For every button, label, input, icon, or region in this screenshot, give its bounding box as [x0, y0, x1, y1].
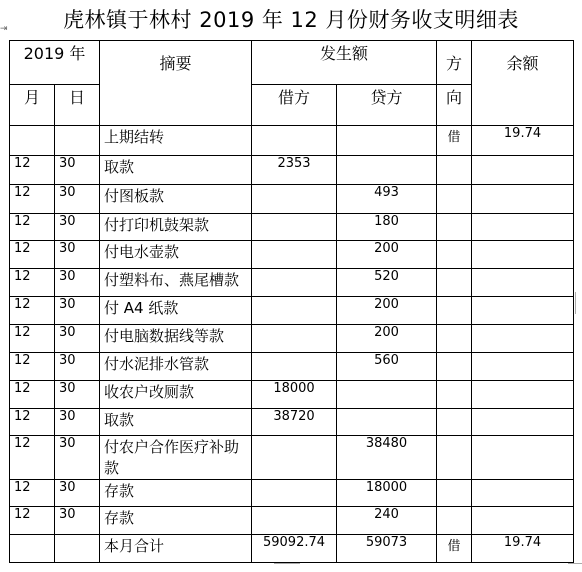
debit-cell: 2353: [252, 156, 337, 185]
balance-cell: [472, 353, 574, 381]
summary-cell: 付塑料布、燕尾槽款: [100, 269, 252, 297]
summary-cell: 本月合计: [100, 535, 252, 563]
page-title: 虎林镇于林村 2019 年 12 月份财务收支明细表: [63, 8, 519, 32]
balance-cell: [472, 241, 574, 269]
day-cell: 30: [55, 409, 100, 436]
month-cell: 12: [10, 436, 55, 480]
day-cell: 30: [55, 353, 100, 381]
debit-cell: [252, 436, 337, 480]
table-row: [10, 214, 574, 241]
direction-cell: [437, 480, 472, 507]
month-cell: [10, 535, 55, 563]
balance-cell: [472, 156, 574, 185]
day-cell: 30: [55, 156, 100, 185]
credit-cell: 180: [337, 214, 437, 241]
month-cell: 12: [10, 381, 55, 409]
day-cell: 30: [55, 214, 100, 241]
summary-cell: 存款: [100, 507, 252, 535]
table-row: [10, 269, 574, 297]
day-cell: [55, 535, 100, 563]
balance-cell: [472, 381, 574, 409]
table-row: [10, 185, 574, 214]
debit-cell: [252, 269, 337, 297]
direction-cell: [437, 297, 472, 325]
table-row: [10, 436, 574, 480]
summary-cell: 取款: [100, 409, 252, 436]
summary-cell: 取款: [100, 156, 252, 185]
day-cell: 30: [55, 269, 100, 297]
balance-cell: 19.74: [472, 535, 574, 563]
balance-cell: [472, 185, 574, 214]
month-cell: 12: [10, 480, 55, 507]
debit-cell: 59092.74: [252, 535, 337, 563]
balance-cell: [472, 507, 574, 535]
credit-cell: [337, 409, 437, 436]
debit-cell: [252, 126, 337, 156]
month-cell: 12: [10, 241, 55, 269]
table-row: [10, 507, 574, 535]
summary-header: 摘要: [100, 41, 252, 126]
direction-cell: [437, 241, 472, 269]
debit-cell: 18000: [252, 381, 337, 409]
header-row-1: [10, 41, 574, 85]
month-cell: [10, 126, 55, 156]
direction-cell: [437, 436, 472, 480]
month-cell: 12: [10, 214, 55, 241]
day-cell: [55, 126, 100, 156]
balance-cell: [472, 269, 574, 297]
scroll-marker: [575, 292, 582, 314]
balance-cell: [472, 325, 574, 353]
ledger-table: [9, 40, 574, 563]
table-row: [10, 381, 574, 409]
direction-cell: [437, 507, 472, 535]
direction-cell: [437, 156, 472, 185]
day-cell: 30: [55, 381, 100, 409]
direction-cell: [437, 214, 472, 241]
debit-cell: [252, 353, 337, 381]
credit-header: 贷方: [337, 85, 437, 126]
credit-cell: 59073: [337, 535, 437, 563]
table-row: [10, 535, 574, 563]
credit-cell: 200: [337, 241, 437, 269]
table-row: [10, 325, 574, 353]
debit-cell: [252, 325, 337, 353]
debit-cell: [252, 214, 337, 241]
summary-cell: 存款: [100, 480, 252, 507]
month-cell: 12: [10, 507, 55, 535]
direction-cell: [437, 325, 472, 353]
summary-cell: 付水泥排水管款: [100, 353, 252, 381]
direction-cell: [437, 185, 472, 214]
credit-cell: 18000: [337, 480, 437, 507]
credit-cell: 38480: [337, 436, 437, 480]
direction-cell: [437, 353, 472, 381]
summary-cell: 付电水壶款: [100, 241, 252, 269]
table-row: [10, 480, 574, 507]
credit-cell: 200: [337, 297, 437, 325]
debit-cell: [252, 480, 337, 507]
balance-cell: [472, 436, 574, 480]
month-cell: 12: [10, 156, 55, 185]
direction-cell: [437, 381, 472, 409]
day-header: 日: [55, 85, 100, 126]
balance-header: 余额: [472, 41, 574, 126]
month-cell: 12: [10, 269, 55, 297]
summary-cell: 付 A4 纸款: [100, 297, 252, 325]
credit-cell: [337, 126, 437, 156]
table-row: [10, 409, 574, 436]
debit-cell: [252, 185, 337, 214]
summary-cell: 收农户改厕款: [100, 381, 252, 409]
summary-cell: 付图板款: [100, 185, 252, 214]
table-row: [10, 156, 574, 185]
direction-cell: [437, 409, 472, 436]
table-row: [10, 353, 574, 381]
direction-cell: 借: [437, 126, 472, 156]
debit-header: 借方: [252, 85, 337, 126]
balance-cell: [472, 297, 574, 325]
debit-cell: [252, 507, 337, 535]
month-cell: 12: [10, 325, 55, 353]
day-cell: 30: [55, 297, 100, 325]
day-cell: 30: [55, 241, 100, 269]
credit-cell: 240: [337, 507, 437, 535]
month-cell: 12: [10, 353, 55, 381]
debit-cell: [252, 297, 337, 325]
month-cell: 12: [10, 185, 55, 214]
table-row: [10, 297, 574, 325]
day-cell: 30: [55, 436, 100, 480]
day-cell: 30: [55, 185, 100, 214]
credit-cell: [337, 381, 437, 409]
amount-header: 发生额: [252, 41, 437, 85]
summary-cell: 付打印机鼓架款: [100, 214, 252, 241]
month-cell: 12: [10, 409, 55, 436]
summary-cell: 付农户合作医疗补助款: [100, 436, 252, 480]
credit-cell: 200: [337, 325, 437, 353]
balance-cell: 19.74: [472, 126, 574, 156]
balance-cell: [472, 409, 574, 436]
direction-cell: 借: [437, 535, 472, 563]
credit-cell: [337, 156, 437, 185]
direction-header-top: 方: [437, 41, 472, 85]
day-cell: 30: [55, 507, 100, 535]
month-cell: 12: [10, 297, 55, 325]
table-row: [10, 241, 574, 269]
summary-cell: 上期结转: [100, 126, 252, 156]
debit-cell: [252, 241, 337, 269]
day-cell: 30: [55, 325, 100, 353]
table-row: [10, 126, 574, 156]
year-header: 2019 年: [10, 41, 100, 85]
credit-cell: 493: [337, 185, 437, 214]
day-cell: 30: [55, 480, 100, 507]
balance-cell: [472, 214, 574, 241]
summary-cell: 付电脑数据线等款: [100, 325, 252, 353]
debit-cell: 38720: [252, 409, 337, 436]
balance-cell: [472, 480, 574, 507]
direction-header-bottom: 向: [437, 85, 472, 126]
month-header: 月: [10, 85, 55, 126]
direction-cell: [437, 269, 472, 297]
move-handle-icon[interactable]: ⇥: [0, 24, 8, 34]
credit-cell: 560: [337, 353, 437, 381]
credit-cell: 520: [337, 269, 437, 297]
